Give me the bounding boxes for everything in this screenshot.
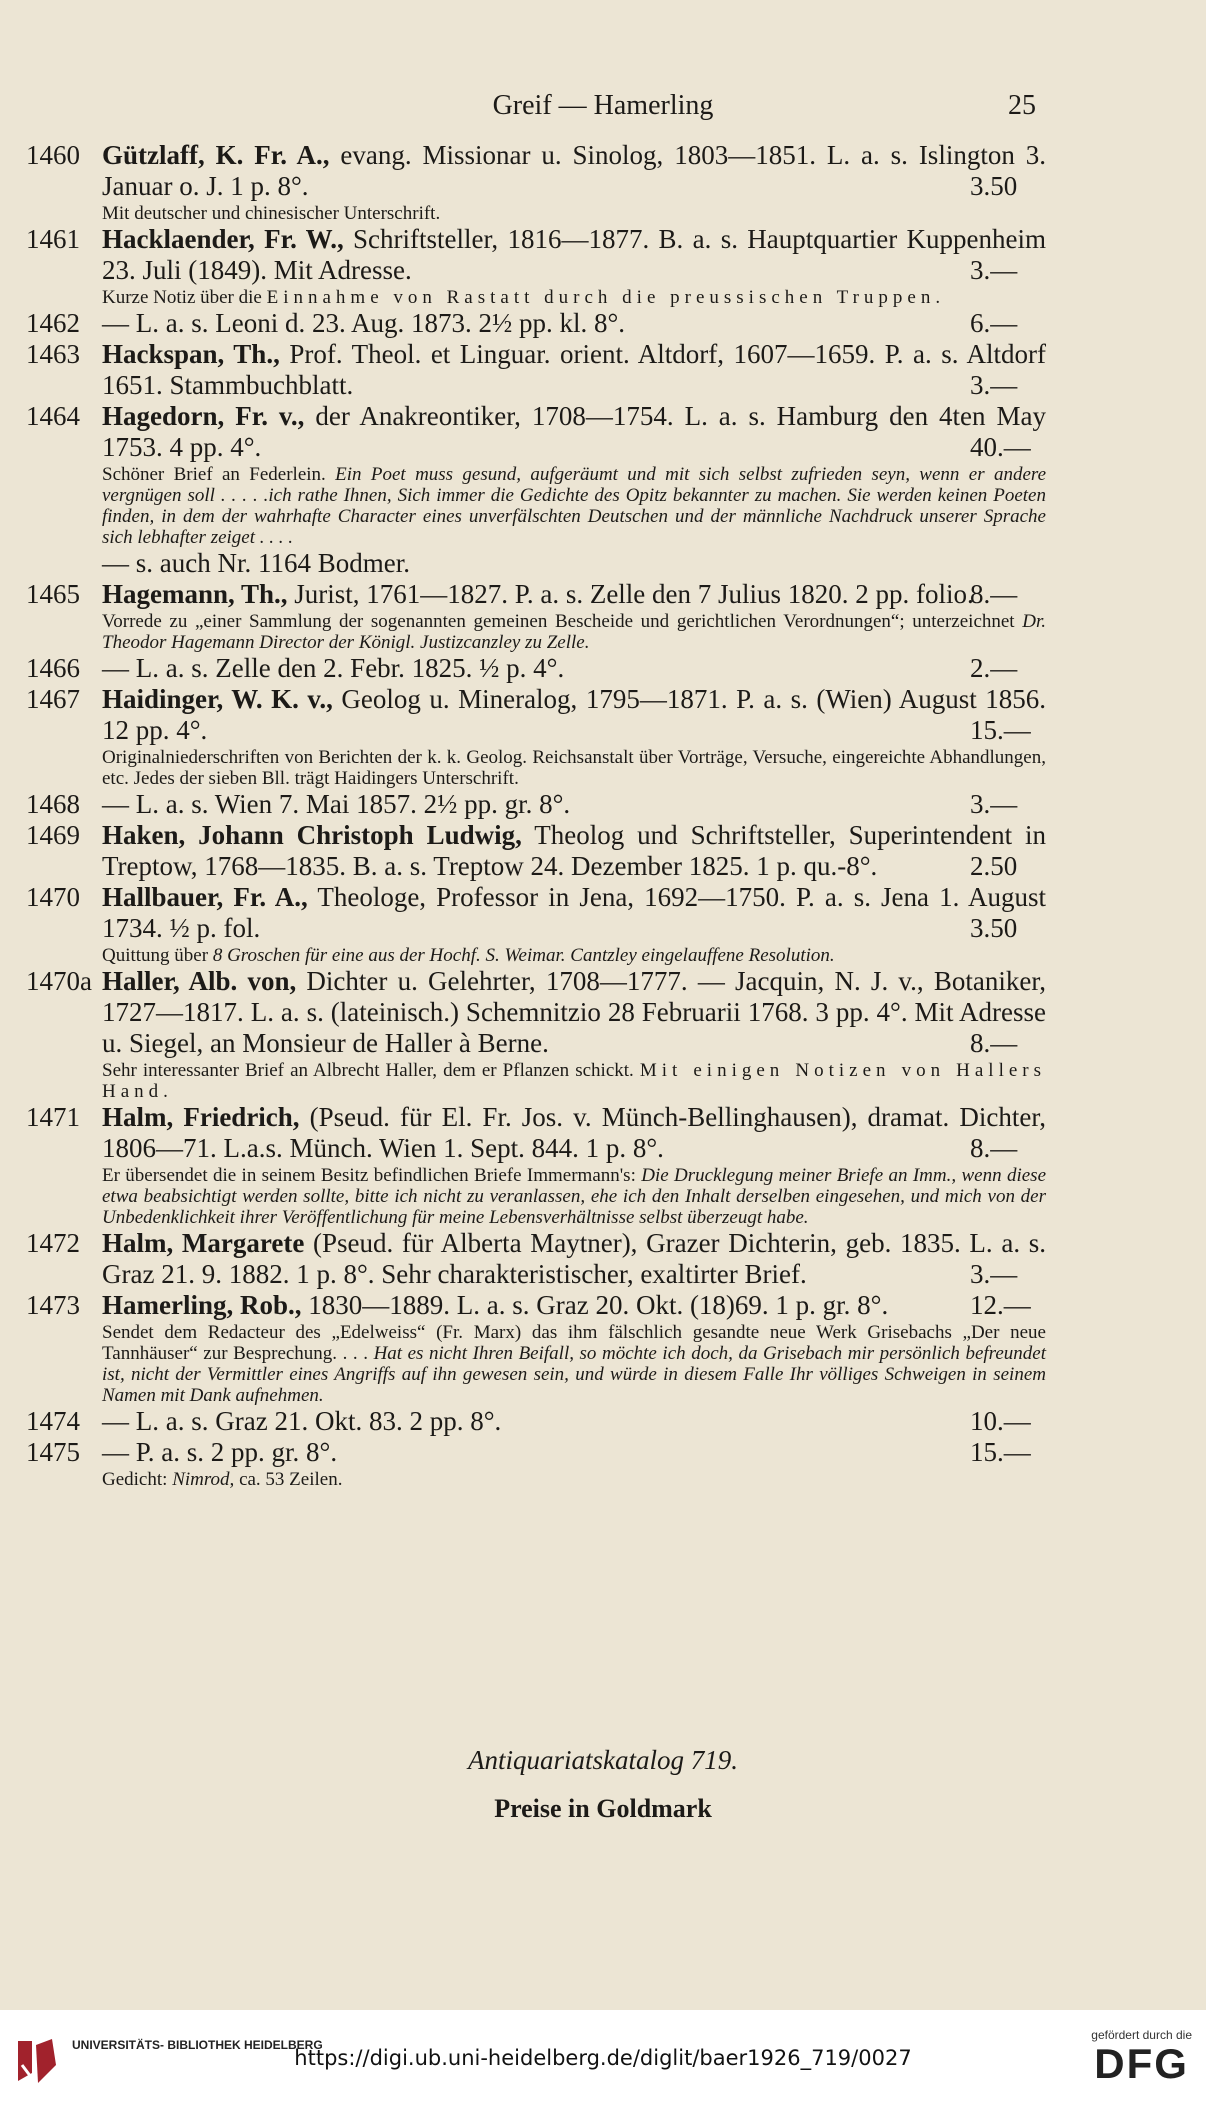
note-plain: Originalniederschriften von Berichten der k. k. Geolog. Reichsanstalt über Vorträge, Versuche, eingereichte Abhandlungen, etc. Jedes der sieben Bll. trägt Haidingers Unterschrift. xyxy=(102,747,1046,789)
entry-description: — L. a. s. Graz 21. Okt. 83. 2 pp. 8°. xyxy=(102,1406,502,1436)
entry-author: Hagemann, Th., xyxy=(102,579,288,609)
entry-main-line: 1467 Haidinger, W. K. v., Geolog u. Mineralog, 1795—1871. P. a. s. (Wien) August 1856. 12 pp. 4°. 15.— xyxy=(26,684,1046,745)
entry-description: Dichter u. Gelehrter, 1708—1777. — Jacquin, N. J. v., Botaniker, 1727—1817. L. a. s. (lateinisch.) Schemnitzio 28 Februarii 1768. 3 pp. 4°. Mit Adresse u. Siegel, an Monsieur de Haller à Berne. xyxy=(102,966,1046,1058)
entry-description: — L. a. s. Wien 7. Mai 1857. 2½ pp. gr. 8°. xyxy=(102,789,571,819)
running-title: Greif — Hamerling xyxy=(492,90,714,121)
note-italic: Dr. Theodor Hagemann Director der Königl. Justizcanzley zu Zelle. xyxy=(102,611,1046,653)
entry-author: Gützlaff, K. Fr. A., xyxy=(102,140,330,170)
lot-number: 1471 xyxy=(26,1102,80,1132)
entry-author: Hallbauer, Fr. A., xyxy=(102,882,308,912)
note-spaced: Einnahme von Rastatt durch die preussischen Truppen. xyxy=(266,287,946,308)
entry-author: Hackspan, Th., xyxy=(102,339,280,369)
lot-number: 1472 xyxy=(26,1228,80,1258)
catalog-entry xyxy=(26,1228,1046,1290)
dfg-logo: DFG xyxy=(1094,2040,1189,2087)
note-italic: Ein Poet muss gesund, aufgeräumt und mit sich selbst zufrieden seyn, wenn er andere vergnügen soll . . . . .ich rathe Ihnen, Sich immer die Gedichte des Opitz bekannter zu machen. Sie werden keinen Poeten finden, in dem der wahrhafte Character eines unverfälschten Deutschen und der männliche Nachdruck unserer Sprache sich lebhafter zeiget . . . . xyxy=(102,464,1047,548)
library-logo-text: UNIVERSITÄTS- BIBLIOTHEK HEIDELBERG xyxy=(72,2038,323,2052)
catalog-entry xyxy=(26,339,1046,401)
entry-author: Hagedorn, Fr. v., xyxy=(102,401,305,431)
entry-main-line: 1471 Halm, Friedrich, (Pseud. für El. Fr. Jos. v. Münch-Bellinghausen), dramat. Dichter, 1806—71. L.a.s. Münch. Wien 1. Sept. 844. 1 p. 8°. 8.— xyxy=(26,1102,1046,1163)
catalog-entry xyxy=(26,1437,1046,1490)
entry-author: Halm, Margarete xyxy=(102,1228,305,1258)
entry-note xyxy=(26,945,1046,966)
entry-description: 1830—1889. L. a. s. Graz 20. Okt. (18)69. 1 p. gr. 8°. xyxy=(301,1290,889,1320)
lot-number: 1466 xyxy=(26,653,80,683)
note-italic: Die Drucklegung meiner Briefe an Imm., wenn diese etwa beabsichtigt werden sollte, bitte ich nicht zu veranlassen, ehe ich den Inhalt derselben eingesehen, und mich von der Unbedenklichkeit ihrer Veröffentlichung für meine Lebensverhältnisse selbst überzeugt habe. xyxy=(102,1165,1047,1228)
lot-number: 1462 xyxy=(26,308,80,338)
entry-author: Halm, Friedrich, xyxy=(102,1102,300,1132)
entry-description: — L. a. s. Leoni d. 23. Aug. 1873. 2½ pp. kl. 8°. xyxy=(102,308,626,338)
note-plain: Vorrede zu „einer Sammlung der sogenannten gemeinen Bescheide und gerichtlichen Verordnungen“; unterzeichnet xyxy=(102,611,1023,632)
entry-main-line: 1461 Hacklaender, Fr. W., Schriftsteller, 1816—1877. B. a. s. Hauptquartier Kuppenheim 23. Juli (1849). Mit Adresse. 3.— xyxy=(26,224,1047,285)
entry-main-line: 1465 Hagemann, Th., Jurist, 1761—1827. P. a. s. Zelle den 7 Julius 1820. 2 pp. folio. 8.— xyxy=(26,579,1018,609)
entry-main-line: 1470a Haller, Alb. von, Dichter u. Gelehrter, 1708—1777. — Jacquin, N. J. v., Botaniker, 1727—1817. L. a. s. (lateinisch.) Schemnitzio 28 Februarii 1768. 3 pp. 4°. Mit Adresse u. Siegel, an Monsieur de Haller à Berne. 8.— xyxy=(26,966,1046,1058)
note-plain: Kurze Notiz über die xyxy=(102,287,267,308)
entry-main-line: 1468 — L. a. s. Wien 7. Mai 1857. 2½ pp. gr. 8°. 3.— xyxy=(26,789,1018,819)
entry-main-line: 1462 — L. a. s. Leoni d. 23. Aug. 1873. 2½ pp. kl. 8°. 6.— xyxy=(26,308,1018,338)
entry-description: (Pseud. für Alberta Maytner), Grazer Dichterin, geb. 1835. L. a. s. Graz 21. 9. 1882. 1 p. 8°. Sehr charakteristischer, exaltirter Brief. xyxy=(102,1228,1046,1289)
entry-author: Haller, Alb. von, xyxy=(102,966,297,996)
entry-author: Hamerling, Rob., xyxy=(102,1290,302,1320)
lot-number: 1470 xyxy=(26,882,80,912)
note-plain: Schöner Brief an Federlein. xyxy=(102,464,336,485)
entry-main-line: 1460 Gützlaff, K. Fr. A., evang. Missionar u. Sinolog, 1803—1851. L. a. s. Islington 3. Januar o. J. 1 p. 8°. 3.50 xyxy=(26,140,1046,201)
entry-note xyxy=(26,287,1046,308)
note-plain: Quittung über xyxy=(102,945,213,966)
lot-number: 1463 xyxy=(26,339,80,369)
note-spaced: Mit einigen Notizen von Hallers Hand. xyxy=(102,1060,1047,1102)
sponsor-block xyxy=(1091,2028,1192,2086)
entry-main-line: 1475 — P. a. s. 2 pp. gr. 8°. 15.— xyxy=(26,1437,1031,1467)
entry-main-line: 1464 Hagedorn, Fr. v., der Anakreontiker, 1708—1754. L. a. s. Hamburg den 4ten May 1753. 4 pp. 4°. 40.— xyxy=(26,401,1046,462)
entry-main-line: 1469 Haken, Johann Christoph Ludwig, Theolog und Schriftsteller, Superintendent in Treptow, 1768—1835. B. a. s. Treptow 24. Dezember 1825. 1 p. qu.-8°. 2.50 xyxy=(26,820,1046,881)
source-url[interactable]: https://digi.ub.uni-heidelberg.de/diglit/baer1926_719/0027 xyxy=(294,2046,912,2070)
entry-main-line: 1470 Hallbauer, Fr. A., Theologe, Professor in Jena, 1692—1750. P. a. s. Jena 1. August 1734. ½ p. fol. 3.50 xyxy=(26,882,1046,943)
entry-description: Jurist, 1761—1827. P. a. s. Zelle den 7 Julius 1820. 2 pp. folio. xyxy=(287,579,974,609)
entry-note xyxy=(26,464,1046,548)
viewer-footer xyxy=(0,2010,1206,2107)
entry-description: Theolog und Schriftsteller, Superintendent in Treptow, 1768—1835. B. a. s. Treptow 24. Dezember 1825. 1 p. qu.-8°. xyxy=(102,820,1046,881)
catalog-closing xyxy=(0,1745,1206,1824)
lot-number: 1470a xyxy=(26,966,92,996)
catalog-entries xyxy=(26,140,1046,1490)
entry-description: — L. a. s. Zelle den 2. Febr. 1825. ½ p. 4°. xyxy=(102,653,565,683)
catalog-entry xyxy=(26,653,1046,684)
entry-description: evang. Missionar u. Sinolog, 1803—1851. L. a. s. Islington 3. Januar o. J. 1 p. 8°. xyxy=(102,140,1046,201)
note-plain: Er übersendet die in seinem Besitz befindlichen Briefe Immermann's: xyxy=(102,1165,642,1186)
entry-note xyxy=(26,1322,1046,1406)
entry-note xyxy=(26,1060,1046,1102)
catalog-entry xyxy=(26,882,1046,966)
entry-description: — P. a. s. 2 pp. gr. 8°. xyxy=(102,1437,338,1467)
lot-number: 1467 xyxy=(26,684,80,714)
lot-number: 1468 xyxy=(26,789,80,819)
entry-note xyxy=(26,747,1046,789)
entry-author: Haken, Johann Christoph Ludwig, xyxy=(102,820,522,850)
lot-number: 1475 xyxy=(26,1437,80,1467)
catalog-entry xyxy=(26,820,1046,882)
note-plain: Mit deutscher und chinesischer Unterschrift. xyxy=(102,203,441,224)
entry-main-line: 1466 — L. a. s. Zelle den 2. Febr. 1825. ½ p. 4°. 2.— xyxy=(26,653,1018,683)
catalog-entry xyxy=(26,1290,1046,1406)
lot-number: 1464 xyxy=(26,401,80,431)
entry-description: Schriftsteller, 1816—1877. B. a. s. Hauptquartier Kuppenheim 23. Juli (1849). Mit Adresse. xyxy=(102,224,1047,285)
entry-author: Haidinger, W. K. v., xyxy=(102,684,333,714)
entry-description: Geolog u. Mineralog, 1795—1871. P. a. s. (Wien) August 1856. 12 pp. 4°. xyxy=(102,684,1046,745)
entry-note xyxy=(26,1469,1046,1490)
catalog-entry xyxy=(26,684,1046,789)
lot-number: 1465 xyxy=(26,579,80,609)
entry-description: Theologe, Professor in Jena, 1692—1750. P. a. s. Jena 1. August 1734. ½ p. fol. xyxy=(102,882,1046,943)
note-italic: Nimrod, xyxy=(172,1469,235,1490)
page-number: 25 xyxy=(1008,90,1036,121)
entry-note xyxy=(26,1165,1046,1228)
note-plain: Gedicht: xyxy=(102,1469,173,1490)
catalog-entry xyxy=(26,308,1046,339)
entry-description: Prof. Theol. et Linguar. orient. Altdorf, 1607—1659. P. a. s. Altdorf 1651. Stammbuchblatt. xyxy=(102,339,1046,400)
entry-note xyxy=(26,203,1046,224)
currency-note: Preise in Goldmark xyxy=(494,1794,712,1823)
note-italic: Hat es nicht Ihren Beifall, so möchte ich doch, da Grisebach mir persönlich befreundet ist, nicht der Vermittler eines Angriffs auf ihn gewesen sein, und würde in diesem Falle Ihr völliges Schweigen in seinem Namen mit Dank aufnehmen. xyxy=(102,1343,1046,1406)
entry-main-line: 1473 Hamerling, Rob., 1830—1889. L. a. s. Graz 20. Okt. (18)69. 1 p. gr. 8°. 12.— xyxy=(26,1290,1031,1320)
entry-note xyxy=(26,611,1046,653)
catalog-entry xyxy=(26,579,1046,653)
catalog-entry xyxy=(26,1102,1046,1228)
lot-number: 1469 xyxy=(26,820,80,850)
catalog-entry xyxy=(26,224,1046,308)
entry-cross-reference: — s. auch Nr. 1164 Bodmer. xyxy=(102,548,410,578)
catalog-entry xyxy=(26,401,1046,579)
entry-main-line: 1463 Hackspan, Th., Prof. Theol. et Linguar. orient. Altdorf, 1607—1659. P. a. s. Altdorf 1651. Stammbuchblatt. 3.— xyxy=(26,339,1046,400)
catalog-entry xyxy=(26,966,1046,1102)
sponsor-line: gefördert durch die xyxy=(1091,2028,1192,2042)
page-header xyxy=(0,90,1206,120)
lot-number: 1473 xyxy=(26,1290,80,1320)
entry-description: (Pseud. für El. Fr. Jos. v. Münch-Bellinghausen), dramat. Dichter, 1806—71. L.a.s. Münch. Wien 1. Sept. 844. 1 p. 8°. xyxy=(102,1102,1046,1163)
lot-number: 1461 xyxy=(26,224,80,254)
entry-main-line: 1474 — L. a. s. Graz 21. Okt. 83. 2 pp. 8°. 10.— xyxy=(26,1406,1031,1436)
catalog-entry xyxy=(26,140,1046,224)
note-plain: Sendet dem Redacteur des „Edelweiss“ (Fr. Marx) das ihm fälschlich gesandte neue Werk Grisebachs „Der neue Tannhäuser“ zur Besprechung. . . . xyxy=(102,1322,1046,1364)
entry-author: Hacklaender, Fr. W., xyxy=(102,224,344,254)
catalog-title: Antiquariatskatalog 719. xyxy=(468,1745,738,1775)
catalog-entry xyxy=(26,1406,1046,1437)
note-plain: Sehr interessanter Brief an Albrecht Haller, dem er Pflanzen schickt. xyxy=(102,1060,640,1081)
entry-main-line: 1472 Halm, Margarete (Pseud. für Alberta Maytner), Grazer Dichterin, geb. 1835. L. a. s. Graz 21. 9. 1882. 1 p. 8°. Sehr charakteristischer, exaltirter Brief. 3.— xyxy=(26,1228,1046,1289)
note-italic: 8 Groschen für eine aus der Hochf. S. Weimar. Cantzley eingelauffene Resolution. xyxy=(212,945,835,966)
note-tail: ca. 53 Zeilen. xyxy=(234,1469,343,1490)
lot-number: 1460 xyxy=(26,140,80,170)
entry-description: der Anakreontiker, 1708—1754. L. a. s. Hamburg den 4ten May 1753. 4 pp. 4°. xyxy=(102,401,1046,462)
lot-number: 1474 xyxy=(26,1406,80,1436)
catalog-entry xyxy=(26,789,1046,820)
